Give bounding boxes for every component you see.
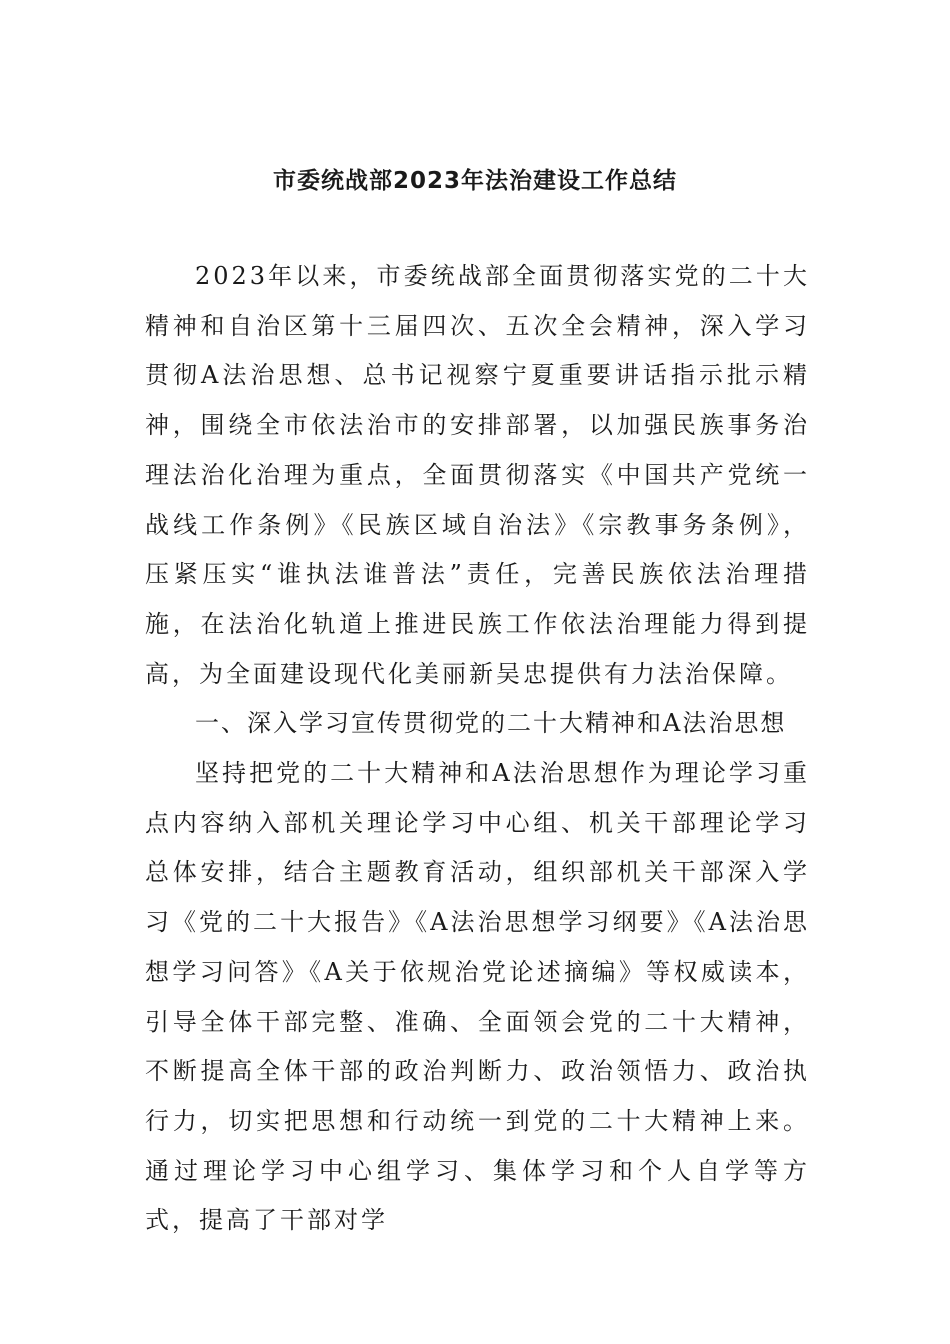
section-heading-1: 一、深入学习宣传贯彻党的二十大精神和A法治思想 bbox=[195, 709, 787, 738]
paragraph-intro: 2023年以来，市委统战部全面贯彻落实党的二十大精神和自治区第十三届四次、五次全会精神，深入学习贯彻A法治思想、总书记视察宁夏重要讲话指示批示精神，围绕全市依法治市的安排部署，以加强民族事务治理法治化治理为重点，全面贯彻落实《中国共产党统一战线工作条例》《民族区域自治法》《宗教事务条例》，压紧压实“谁执法谁普法”责任，完善民族依法治理措施，在法治化轨道上推进民族工作依法治理能力得到提高，为全面建设现代化美丽新吴忠提供有力法治保障。 bbox=[145, 262, 810, 688]
paragraph-section-1: 坚持把党的二十大精神和A法治思想作为理论学习重点内容纳入部机关理论学习中心组、机关干部理论学习总体安排，结合主题教育活动，组织部机关干部深入学习《党的二十大报告》《A法治思想学习纲要》《A法治思想学习问答》《A关于依规治党论述摘编》等权威读本，引导全体干部完整、准确、全面领会党的二十大精神，不断提高全体干部的政治判断力、政治领悟力、政治执行力，切实把思想和行动统一到党的二十大精神上来。通过理论学习中心组学习、集体学习和个人自学等方式，提高了干部对学 bbox=[145, 759, 810, 1235]
document-title: 市委统战部2023年法治建设工作总结 bbox=[272, 168, 677, 194]
document-body bbox=[145, 252, 810, 1246]
